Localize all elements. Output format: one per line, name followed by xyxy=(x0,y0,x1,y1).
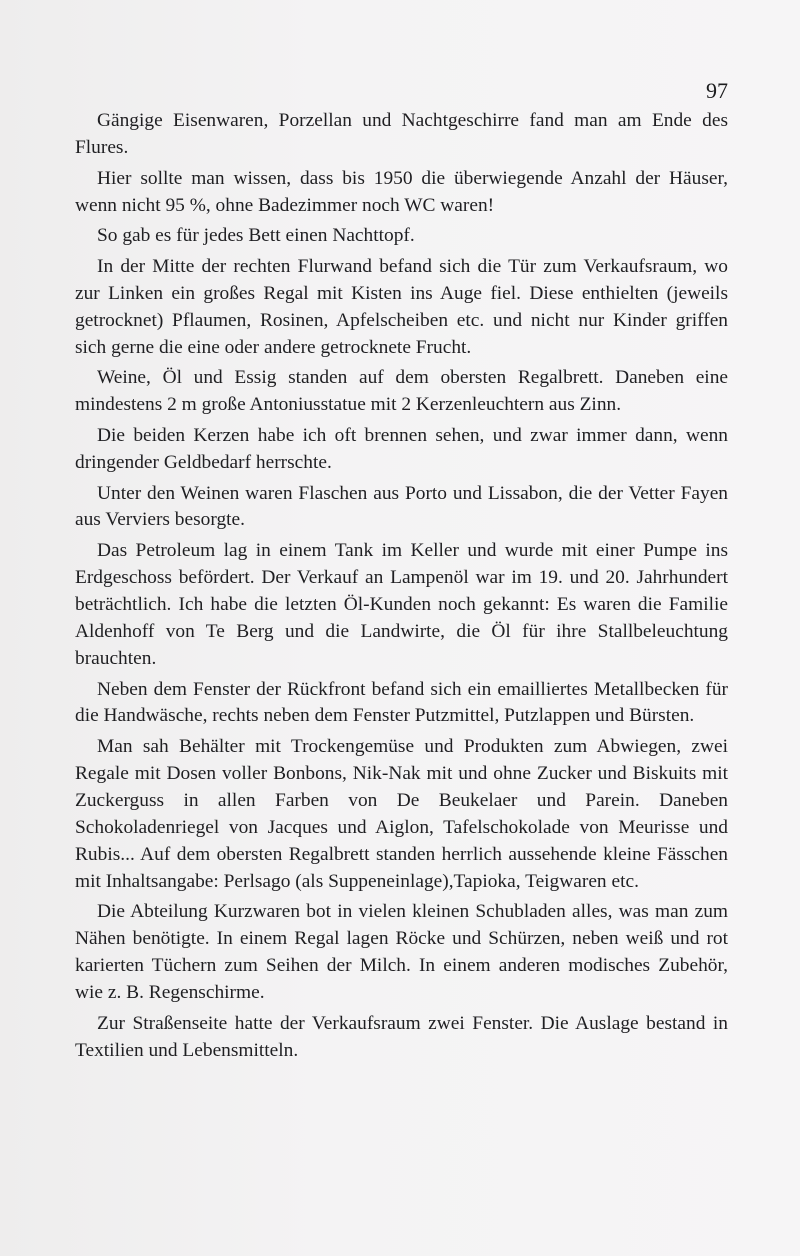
paragraph-wash-basin: Neben dem Fenster der Rückfront befand sich ein emailliertes Metallbecken für die Handwäsche, rechts neben dem Fenster Putzmittel, Putzlappen und Bürsten. xyxy=(75,678,728,727)
paragraph-chamber-pot: So gab es für jedes Bett einen Nachttopf. xyxy=(97,225,415,247)
paragraph-candles: Die beiden Kerzen habe ich oft brennen sehen, und zwar immer dann, wenn dringender Geldbedarf herrschte. xyxy=(75,424,728,473)
paragraph-street-windows: Zur Straßenseite hatte der Verkaufsraum zwei Fenster. Die Auslage bestand in Textilien und Lebensmitteln. xyxy=(75,1012,728,1061)
paragraph-sales-room: In der Mitte der rechten Flurwand befand sich die Tür zum Verkaufsraum, wo zur Linken ein großes Regal mit Kisten ins Auge fiel. Diese enthielten (jeweils getrocknet) Pflaumen, Rosinen, Apfelscheiben etc. und nicht nur Kinder griffen sich gerne die eine oder andere getrocknete Frucht. xyxy=(75,255,728,358)
paragraph-wine-oil-vinegar: Weine, Öl und Essig standen auf dem obersten Regalbrett. Daneben eine mindestens 2 m große Antoniusstatue mit 2 Kerzenleuchtern aus Zinn. xyxy=(75,367,728,416)
paragraph-wine-bottles: Unter den Weinen waren Flaschen aus Porto und Lissabon, die der Vetter Fayen aus Verviers besorgte. xyxy=(75,482,728,531)
paragraph-haberdashery: Die Abteilung Kurzwaren bot in vielen kleinen Schubladen alles, was man zum Nähen benötigte. In einem Regal lagen Röcke und Schürzen, neben weiß und rot karierten Tüchern zum Seihen der Milch. In einem anderen modisches Zubehör, wie z. B. Regenschirme. xyxy=(75,901,728,1004)
body-text xyxy=(75,108,728,1068)
paragraph-hardware: Gängige Eisenwaren, Porzellan und Nachtgeschirre fand man am Ende des Flures. xyxy=(75,110,728,158)
paragraph-petroleum: Das Petroleum lag in einem Tank im Keller und wurde mit einer Pumpe ins Erdgeschoss befördert. Der Verkauf an Lampenöl war im 19. und 20. Jahrhundert beträchtlich. Ich habe die letzten Öl-Kunden noch gekannt: Es waren die Familie Aldenhoff von Te Berg und die Landwirte, die Öl für ihre Stallbeleuchtung brauchten. xyxy=(75,540,728,669)
paragraph-containers: Man sah Behälter mit Trockengemüse und Produkten zum Abwiegen, zwei Regale mit Dosen voller Bonbons, Nik-Nak mit und ohne Zucker und Biskuits mit Zuckerguss in allen Farben von De Beukelaer und Parein. Daneben Schokoladenriegel von Jacques und Aiglon, Tafelschokolade von Meurisse und Rubis... Auf dem obersten Regalbrett standen herrlich aussehende kleine Fässchen mit Inhaltsangabe: Perlsago (als Suppeneinlage),Tapioka, Teigwaren etc. xyxy=(75,736,728,892)
paragraph-bathrooms: Hier sollte man wissen, dass bis 1950 die überwiegende Anzahl der Häuser, wenn nicht 95 %, ohne Badezimmer noch WC waren! xyxy=(75,167,728,216)
page-number: 97 xyxy=(706,78,728,103)
